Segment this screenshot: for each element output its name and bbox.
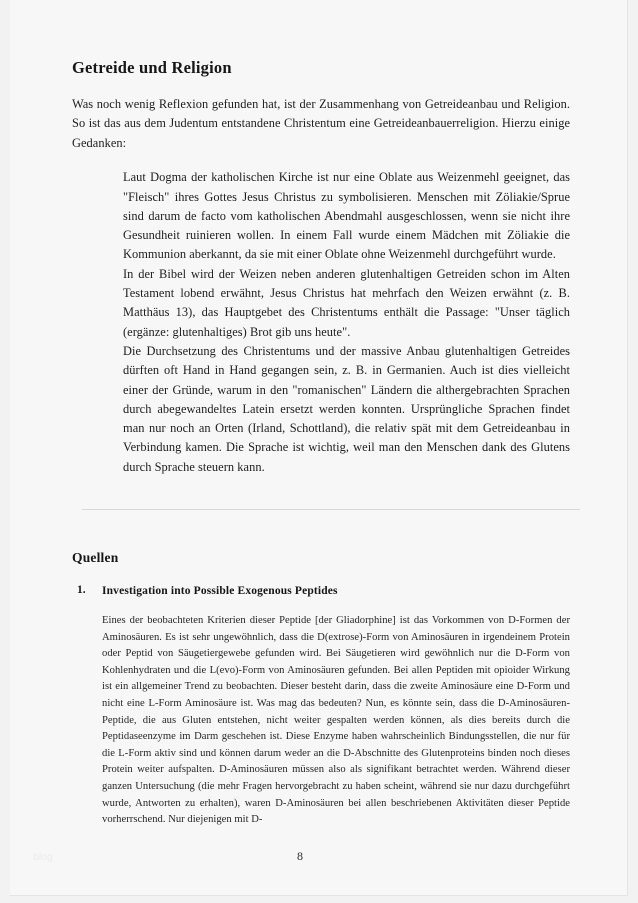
- indented-paragraph-1: Laut Dogma der katholischen Kirche ist nur eine Oblate aus Weizenmehl geeignet, das "Fleisch" ihres Gottes Jesus Christus zu symbolisieren. Menschen mit Zöliakie/Sprue sind darum de facto vom katholischen Abendmahl ausgeschlossen, wenn sie nicht ihre Gesundheit ruinieren wollen. In einem Fall wurde einem Mädchen mit Zöliakie die Kommunion aberkannt, da sie mit einer Oblate ohne Weizenmehl durchgeführt wurde.: [123, 170, 570, 262]
- list-item: [102, 584, 570, 829]
- sources-list: [72, 584, 570, 829]
- section-divider: [82, 509, 580, 510]
- sources-heading: Quellen: [72, 550, 119, 566]
- source-body-text: Eines der beobachteten Kriterien dieser Peptide [der Gliadorphine] ist das Vorkommen von D-Formen der Aminosäuren. Es ist sehr ungewöhnlich, dass die D(extrose)-Form von Aminosäuren in irgendeinem Protein oder Peptid von Säugetiergewebe gefunden wird. Bei Säugetieren wird gewöhnlich nur die D-Form von Kohlenhydraten und die L(evo)-Form von Aminosäuren gefunden. Bei allen Peptiden mit opioider Wirkung ist ein allgemeiner Trend zu beobachten. Dieser besteht darin, dass die zweite Aminosäure eine D-Form und nicht eine L-Form Aminosäure ist. Was mag das bedeuten? Nun, es könnte sein, dass die D-Aminosäuren-Peptide, die aus Gluten entstehen, nicht weiter gespalten werden können, als dies bereits durch die Peptidaseenzyme im Darm geschehen ist. Diese Enzyme haben wahrscheinlich Bindungsstellen, die nur für die L-Form aktiv sind und können darum weder an die D-Abschnitte des Glutenproteins binden noch dieses Protein weiter aufspalten. D-Aminosäuren müssen also als signifikant betrachtet werden. Während dieser ganzen Untersuchung (die mehr Fragen hervorgebracht zu haben scheint, während sie nur dazu durchgeführt wurde, Antworten zu erhalten), waren D-Aminosäuren bei allen beschriebenen Aktivitäten dieser Peptide vorherrschend. Nur diejenigen mit D-: [102, 614, 570, 826]
- document-page: [10, 0, 628, 896]
- document-content: [72, 58, 570, 829]
- indented-paragraph-3: Die Durchsetzung des Christentums und der massive Anbau glutenhaltigen Getreides dürften oft Hand in Hand gegangen sein, z. B. in Germanien. Auch ist dies vielleicht einer der Gründe, warum in den "romanischen" Ländern die althergebrachten Sprachen durch abegewandeltes Latein ersetzt werden konnten. Ursprüngliche Sprachen findet man nur noch an Orten (Irland, Schottland), die relativ spät mit dem Getreideanbau in Verbindung kamen. Die Sprache ist wichtig, weil man den Menschen dank des Glutens durch Sprache steuern kann.: [123, 343, 570, 474]
- indented-paragraph-2: In der Bibel wird der Weizen neben anderen glutenhaltigen Getreiden schon im Alten Testament lobend erwähnt, Jesus Christus hat mehrfach den Weizen erwähnt (z. B. Matthäus 13), das Hauptgebet des Christentums enthält die Passage: "Unser täglich (ergänze: glutenhaltiges) Brot gib uns heute".: [123, 266, 570, 339]
- intro-paragraph: Was noch wenig Reflexion gefunden hat, ist der Zusammenhang von Getreideanbau und Religion. So ist das aus dem Judentum entstandene Christentum eine Getreideanbauerreligion. Hierzu einige Gedanken:: [72, 96, 570, 150]
- source-title: Investigation into Possible Exogenous Peptides: [102, 585, 338, 598]
- page-title: Getreide und Religion: [72, 58, 232, 77]
- indented-argument-block: [123, 168, 570, 477]
- page-number: 8: [297, 849, 303, 863]
- footer-watermark: blog: [33, 851, 53, 863]
- page-footer: [10, 849, 628, 879]
